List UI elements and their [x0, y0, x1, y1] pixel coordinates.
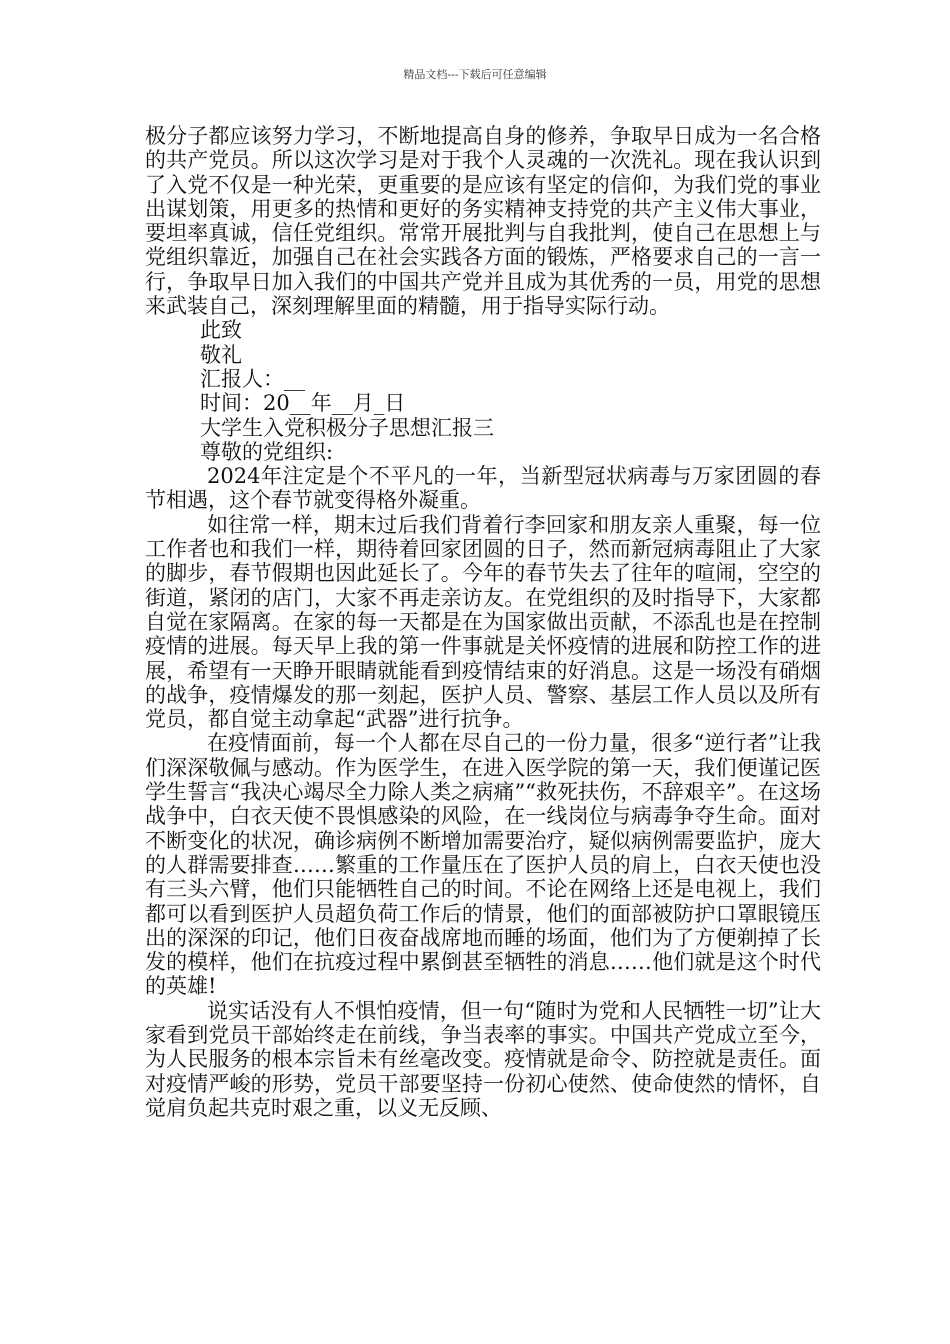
- paragraph-spring-festival: 如往常一样，期末过后我们背着行李回家和朋友亲人重聚，每一位工作者也和我们一样，期待着回家团圆的日子，然而新冠病毒阻止了大家的脚步，春节假期也因此延长了。今年的春节失去了往年的喧闹，空空的街道，紧闭的店门，大家不再走亲访友。在党组织的及时指导下，大家都自觉在家隔离。在家的每一天都是在为国家做出贡献，不添乱也是在控制疫情的进展。每天早上我的第一件事就是关怀疫情的进展和防控工作的进展，希望有一天睁开眼睛就能看到疫情结束的好消息。这是一场没有硝烟的战争，疫情爆发的那一刻起，医护人员、警察、基层工作人员以及所有党员，都自觉主动拿起“武器”进行抗争。: [145, 512, 821, 732]
- paragraph-intro: 2024年注定是个不平凡的一年，当新型冠状病毒与万家团圆的春节相遇，这个春节就变得格外凝重。: [145, 464, 821, 513]
- closing-jingli: 敬礼: [200, 342, 242, 367]
- closing-cizhi: 此致: [200, 318, 242, 343]
- date-line: 时间：20__年__月_日: [200, 391, 406, 416]
- page-header: 精品文档---下载后可任意编辑: [403, 68, 547, 81]
- paragraph-continuation: 极分子都应该努力学习，不断地提高自身的修养，争取早日成为一名合格的共产党员。所以这次学习是对于我个人灵魂的一次洗礼。现在我认识到了入党不仅是一种光荣，更重要的是应该有坚定的信仰，为我们党的事业出谋划策，用更多的热情和更好的务实精神支持党的共产主义伟大事业，要坦率真诚，信任党组织。常常开展批判与自我批判，使自己在思想上与党组织靠近，加强自己在社会实践各方面的锻炼，严格要求自己的一言一行，争取早日加入我们的中国共产党并且成为其优秀的一员，用党的思想来武装自己，深刻理解里面的精髓，用于指导实际行动。: [145, 124, 821, 319]
- section-title: 大学生入党积极分子思想汇报三: [200, 415, 494, 440]
- paragraph-medical-staff: 在疫情面前，每一个人都在尽自己的一份力量，很多“逆行者”让我们深深敬佩与感动。作为医学生，在进入医学院的第一天，我们便谨记医学生誓言“我决心竭尽全力除人类之病痛”“救死扶伤，不辞艰辛”。在这场战争中，白衣天使不畏惧感染的风险，在一线岗位与病毒争夺生命。面对不断变化的状况，确诊病例不断增加需要治疗，疑似病例需要监护，庞大的人群需要排查……繁重的工作量压在了医护人员的肩上，白衣天使也没有三头六臂，他们只能牺牲自己的时间。不论在网络上还是电视上，我们都可以看到医护人员超负荷工作后的情景，他们的面部被防护口罩眼镜压出的深深的印记，他们日夜奋战席地而睡的场面，他们为了方便剃掉了长发的模样，他们在抗疫过程中累倒甚至牺牲的消息……他们就是这个时代的英雄!: [145, 731, 821, 999]
- salutation: 尊敬的党组织:: [200, 439, 334, 464]
- reporter-line: 汇报人：__: [200, 366, 305, 391]
- paragraph-party-members: 说实话没有人不惧怕疫情，但一句“随时为党和人民牺牲一切”让大家看到党员干部始终走在前线，争当表率的事实。中国共产党成立至今，为人民服务的根本宗旨未有丝毫改变。疫情就是命令、防控就是责任。面对疫情严峻的形势，党员干部要坚持一份初心使然、使命使然的情怀，自觉肩负起共克时艰之重，以义无反顾、: [145, 998, 821, 1120]
- document-body: [145, 124, 821, 1120]
